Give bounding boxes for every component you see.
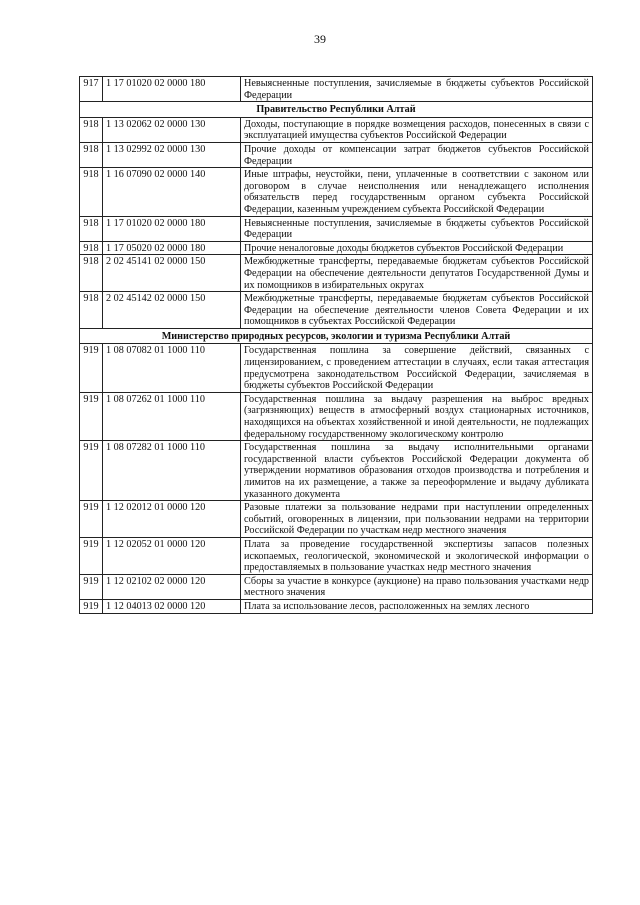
table-row <box>80 392 593 440</box>
table-row <box>80 292 593 329</box>
table-row <box>80 168 593 216</box>
admin-code-cell: 918 <box>80 168 103 216</box>
description-cell: Невыясненные поступления, зачисляемые в бюджеты субъектов Российской Федерации <box>241 216 593 241</box>
budget-code-cell: 1 17 01020 02 0000 180 <box>103 77 241 102</box>
description-cell: Межбюджетные трансферты, передаваемые бюджетам субъектов Российской Федерации на обеспечение деятельности депутатов Государственной Думы и их помощников в избирательных округах <box>241 255 593 292</box>
admin-code-cell: 918 <box>80 142 103 167</box>
description-cell: Государственная пошлина за совершение действий, связанных с лицензированием, с проведением аттестации в случаях, если такая аттестация предусмотрена законодательством Российской Федерации, зачисляемая в бюджеты субъектов Российской Федерации <box>241 344 593 392</box>
table-row <box>80 344 593 392</box>
budget-code-cell: 1 08 07262 01 1000 110 <box>103 392 241 440</box>
admin-code-cell: 917 <box>80 77 103 102</box>
table-row <box>80 117 593 142</box>
table-row <box>80 241 593 255</box>
admin-code-cell: 918 <box>80 216 103 241</box>
budget-code-cell: 1 08 07282 01 1000 110 <box>103 441 241 501</box>
admin-code-cell: 919 <box>80 599 103 613</box>
description-cell: Сборы за участие в конкурсе (аукционе) на право пользования участками недр местного значения <box>241 574 593 599</box>
table-row <box>80 255 593 292</box>
description-cell: Прочие неналоговые доходы бюджетов субъектов Российской Федерации <box>241 241 593 255</box>
budget-code-cell: 1 12 02052 01 0000 120 <box>103 537 241 574</box>
admin-code-cell: 919 <box>80 344 103 392</box>
admin-code-cell: 919 <box>80 574 103 599</box>
description-cell: Иные штрафы, неустойки, пени, уплаченные в соответствии с законом или договором в случае неисполнения или ненадлежащего исполнения обязательств перед государственным органом субъекта Российской Федерации, казенным учреждением субъекта Российской Федерации <box>241 168 593 216</box>
table-body <box>80 77 593 614</box>
admin-code-cell: 918 <box>80 117 103 142</box>
admin-code-cell: 919 <box>80 392 103 440</box>
admin-code-cell: 919 <box>80 537 103 574</box>
budget-code-cell: 1 17 05020 02 0000 180 <box>103 241 241 255</box>
admin-code-cell: 918 <box>80 255 103 292</box>
page-number: 39 <box>314 32 326 46</box>
section-title: Правительство Республики Алтай <box>80 102 593 118</box>
admin-code-cell: 919 <box>80 441 103 501</box>
table-row <box>80 441 593 501</box>
section-header-row <box>80 102 593 118</box>
admin-code-cell: 919 <box>80 501 103 538</box>
budget-code-cell: 1 12 02012 01 0000 120 <box>103 501 241 538</box>
budget-code-cell: 2 02 45141 02 0000 150 <box>103 255 241 292</box>
budget-code-cell: 1 16 07090 02 0000 140 <box>103 168 241 216</box>
description-cell: Государственная пошлина за выдачу разрешения на выброс вредных (загрязняющих) веществ в атмосферный воздух стационарных источников, находящихся на объектах хозяйственной и иной деятельности, не подлежащих федеральному государственному экологическому контролю <box>241 392 593 440</box>
table-row <box>80 77 593 102</box>
budget-code-cell: 1 17 01020 02 0000 180 <box>103 216 241 241</box>
description-cell: Межбюджетные трансферты, передаваемые бюджетам субъектов Российской Федерации на обеспечение деятельности членов Совета Федерации и их помощников в субъектах Российской Федерации <box>241 292 593 329</box>
table-row <box>80 501 593 538</box>
description-cell: Разовые платежи за пользование недрами при наступлении определенных событий, оговоренных в лицензии, при пользовании недрами на территории Российской Федерации по участкам недр местного значения <box>241 501 593 538</box>
description-cell: Плата за использование лесов, расположенных на землях лесного <box>241 599 593 613</box>
revenue-codes-table <box>79 76 593 614</box>
budget-code-cell: 1 12 04013 02 0000 120 <box>103 599 241 613</box>
table-row <box>80 574 593 599</box>
budget-code-cell: 1 13 02992 02 0000 130 <box>103 142 241 167</box>
budget-code-cell: 1 08 07082 01 1000 110 <box>103 344 241 392</box>
table-row <box>80 142 593 167</box>
budget-code-cell: 2 02 45142 02 0000 150 <box>103 292 241 329</box>
description-cell: Доходы, поступающие в порядке возмещения расходов, понесенных в связи с эксплуатацией имущества субъектов Российской Федерации <box>241 117 593 142</box>
description-cell: Плата за проведение государственной экспертизы запасов полезных ископаемых, геологической, экономической и экологической информации о предоставляемых в пользование участках недр местного значения <box>241 537 593 574</box>
budget-code-cell: 1 12 02102 02 0000 120 <box>103 574 241 599</box>
description-cell: Прочие доходы от компенсации затрат бюджетов субъектов Российской Федерации <box>241 142 593 167</box>
table-row <box>80 599 593 613</box>
table-row <box>80 216 593 241</box>
admin-code-cell: 918 <box>80 292 103 329</box>
description-cell: Государственная пошлина за выдачу исполнительными органами государственной власти субъектов Российской Федерации документа об утверждении нормативов образования отходов производства и потребления и лимитов на их размещение, а также за переоформление и выдачу дубликата указанного документа <box>241 441 593 501</box>
section-title: Министерство природных ресурсов, экологии и туризма Республики Алтай <box>80 328 593 344</box>
description-cell: Невыясненные поступления, зачисляемые в бюджеты субъектов Российской Федерации <box>241 77 593 102</box>
admin-code-cell: 918 <box>80 241 103 255</box>
table-row <box>80 537 593 574</box>
budget-code-cell: 1 13 02062 02 0000 130 <box>103 117 241 142</box>
section-header-row <box>80 328 593 344</box>
